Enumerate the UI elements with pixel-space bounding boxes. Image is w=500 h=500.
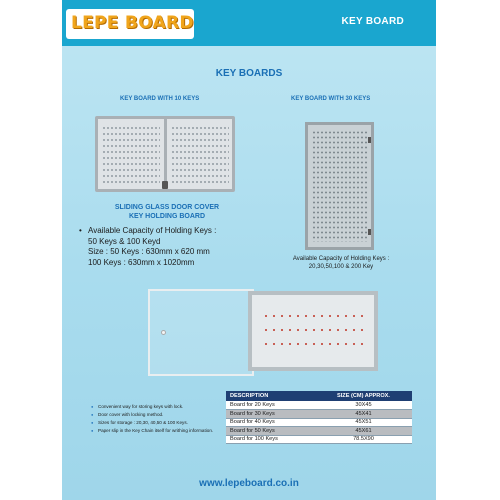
open-key-board-image <box>248 291 378 371</box>
feature-item: ● Sizes for storage : 20,30, 40,50 & 100 Keys. <box>98 419 213 427</box>
table-cell-size: 78.5X90 <box>315 435 412 444</box>
capacity-line: 20,30,50,100 & 200 Key <box>308 263 374 270</box>
product-heading-10-keys: KEY BOARD WITH 10 KEYS <box>120 96 200 102</box>
table-cell-description: Board for 100 Keys <box>226 435 315 444</box>
table-row <box>226 418 412 427</box>
catalog-page <box>62 0 436 500</box>
key-board-10-image <box>95 116 235 192</box>
feature-item: ● Door cover with locking method. <box>98 411 213 419</box>
hinge-icon <box>368 137 371 143</box>
table-cell-size: 45X41 <box>315 410 412 419</box>
product-heading-30-keys: KEY BOARD WITH 30 KEYS <box>291 96 371 102</box>
table-cell-size: 30X45 <box>315 401 412 410</box>
table-row <box>226 427 412 436</box>
board-pane-right <box>171 125 229 183</box>
table-cell-description: Board for 20 Keys <box>226 401 315 410</box>
glass-door-title <box>72 203 262 221</box>
table-cell-size: 45X51 <box>315 418 412 427</box>
feature-item: ● Convenient way for storing keys with lock. <box>98 403 213 411</box>
key-hooks <box>312 130 367 242</box>
table-row <box>226 401 412 410</box>
table-cell-description: Board for 40 Keys <box>226 418 315 427</box>
hinge-icon <box>368 229 371 235</box>
board-divider <box>164 119 167 189</box>
lock-icon <box>162 181 168 189</box>
capacity-line: • Available Capacity of Holding Keys : <box>88 226 216 237</box>
key-hooks <box>262 309 364 347</box>
table-cell-description: Board for 50 Keys <box>226 427 315 436</box>
column-header-description: DESCRIPTION <box>226 391 315 401</box>
table-cell-description: Board for 30 Keys <box>226 410 315 419</box>
table-row <box>226 435 412 444</box>
column-header-size: SIZE (CM) APPROX. <box>315 391 412 401</box>
size-line: 100 Keys : 630mm x 1020mm <box>88 257 195 267</box>
size-table <box>226 391 412 444</box>
page-title: KEY BOARDS <box>215 68 283 79</box>
capacity-info <box>88 226 216 268</box>
header-title: KEY BOARD <box>341 16 404 27</box>
brand-logo: LEPE BOARD <box>71 13 194 33</box>
capacity-line: Available Capacity of Holding Keys : <box>292 256 390 262</box>
capacity-line: 50 Keys & 100 Keyd <box>88 236 161 246</box>
table-row <box>226 410 412 419</box>
capacity-info-right <box>281 256 401 271</box>
glass-door-title-line2: KEY HOLDING BOARD <box>128 213 206 220</box>
door-handle-icon <box>161 330 166 335</box>
glass-door-title-line1: SLIDING GLASS DOOR COVER <box>114 204 220 211</box>
table-cell-size: 45X61 <box>315 427 412 436</box>
table-header-row <box>226 391 412 401</box>
key-board-30-image <box>305 122 374 250</box>
page-header <box>62 0 436 46</box>
feature-list <box>98 403 213 435</box>
size-line: Size : 50 Keys : 630mm x 620 mm <box>88 247 210 256</box>
feature-item: ● Paper slip in the Key Chain itself for writhing information. <box>98 427 213 435</box>
board-pane-left <box>102 125 160 183</box>
website-link[interactable]: www.lepeboard.co.in <box>199 478 299 489</box>
